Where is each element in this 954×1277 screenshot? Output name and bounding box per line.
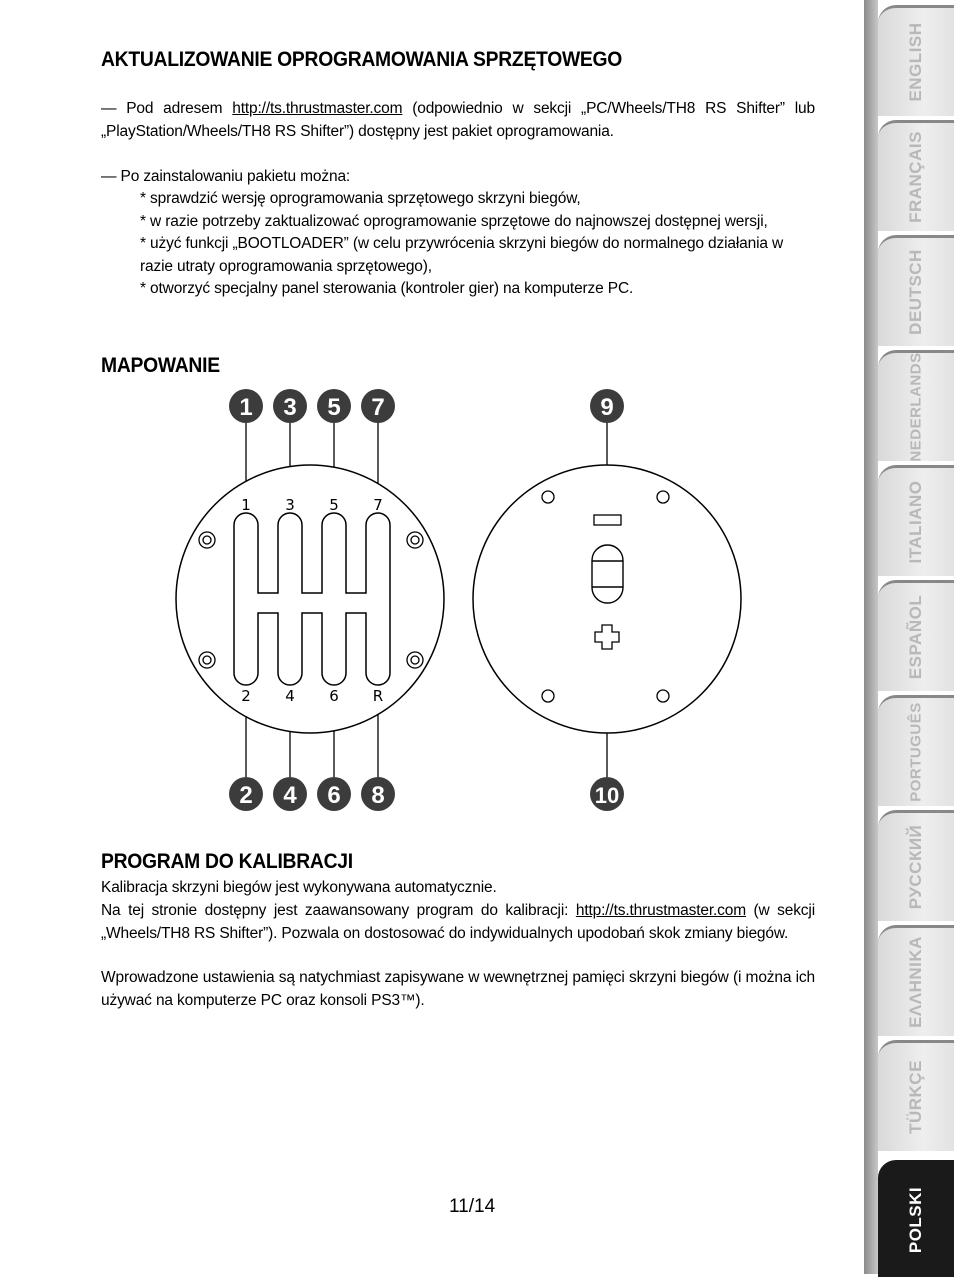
calibration-paragraph-3: Wprowadzone ustawienia są natychmiast zapisywane w wewnętrznej pamięci skrzyni biegów (i można ich używać na komputerze PC oraz konsoli PS3™). (101, 969, 815, 1009)
tab-espanol[interactable] (878, 580, 954, 691)
callout-4: 4 (283, 782, 297, 809)
firmware-paragraph-1 (101, 98, 815, 143)
callout-1: 1 (239, 394, 253, 421)
tab-label: NEDERLANDS (907, 352, 925, 462)
firmware-bullet-3: * użyć funkcji „BOOTLOADER” (w celu przywrócenia skrzyni biegów do normalnego działania w razie utraty oprogramowania sprzętowego), (140, 235, 784, 275)
tab-english[interactable] (878, 5, 954, 116)
tab-francais[interactable] (878, 120, 954, 231)
callout-2: 2 (239, 782, 253, 809)
tab-label: DEUTSCH (906, 249, 925, 335)
tab-label: FRANÇAIS (906, 131, 925, 223)
tab-russian[interactable] (878, 810, 954, 921)
gate-label-2: 2 (241, 687, 251, 705)
firmware-bullet-4: * otworzyć specjalny panel sterowania (kontroler gier) na komputerze PC. (140, 280, 634, 297)
gate-label-r: R (372, 687, 384, 705)
callout-3: 3 (283, 394, 297, 421)
tab-label: ΕΛΛΗΝΙΚΑ (906, 936, 925, 1028)
gate-label-7: 7 (373, 496, 383, 514)
text: (odpowiednio w sekcji „PC/Wheels/TH8 RS Shifter” lub „PlayStation/Wheels/TH8 RS Shifter”) dostępny jest pakiet oprogramowania. (101, 100, 815, 140)
callout-5: 5 (327, 394, 341, 421)
tabs-rail (864, 0, 878, 1274)
tab-italiano[interactable] (878, 465, 954, 576)
tab-turkce[interactable] (878, 1040, 954, 1151)
firmware-bullet-2: * w razie potrzeby zaktualizować oprogramowanie sprzętowe do najnowszej dostępnej wersji, (140, 213, 768, 230)
calibration-paragraph-1: Kalibracja skrzyni biegów jest wykonywana automatycznie. (101, 879, 497, 896)
tab-greek[interactable] (878, 925, 954, 1036)
gate-label-1: 1 (241, 496, 251, 514)
gate-label-6: 6 (329, 687, 339, 705)
tab-label: ESPAÑOL (906, 594, 925, 680)
language-tabs (864, 0, 954, 1274)
tab-label: POLSKI (906, 1186, 925, 1254)
mapping-heading: MAPOWANIE (101, 354, 220, 377)
firmware-bullet-1: * sprawdzić wersję oprogramowania sprzętowego skrzyni biegów, (140, 190, 581, 207)
text: (w sekcji „Wheels/TH8 RS Shifter”). Pozwala on dostosować do indywidualnych upodobań skok zmiany biegów. (101, 902, 815, 942)
firmware-paragraph-2: — Po zainstalowaniu pakietu można: (101, 168, 351, 185)
shifter-mapping-diagram (170, 385, 760, 815)
tab-label: РУССКИЙ (906, 824, 925, 910)
tab-label: PORTUGUÊS (907, 702, 925, 802)
tab-label: TÜRKÇE (906, 1060, 925, 1134)
thrustmaster-link-2[interactable]: http://ts.thrustmaster.com (575, 902, 746, 919)
callout-9: 9 (600, 394, 614, 421)
callout-7: 7 (371, 394, 385, 421)
text: — Pod adresem (101, 100, 233, 117)
tab-polski[interactable] (878, 1160, 954, 1277)
thrustmaster-link-1[interactable]: http://ts.thrustmaster.com (232, 100, 403, 117)
calibration-paragraph-2 (101, 900, 815, 945)
gate-label-3: 3 (285, 496, 295, 514)
firmware-heading: AKTUALIZOWANIE OPROGRAMOWANIA SPRZĘTOWEGO (101, 48, 623, 71)
calibration-heading: PROGRAM DO KALIBRACJI (101, 850, 353, 873)
callout-8: 8 (371, 782, 385, 809)
page-number: 11/14 (449, 1196, 496, 1217)
gate-label-4: 4 (285, 687, 295, 705)
callout-10: 10 (594, 783, 620, 808)
minus-icon (594, 515, 621, 525)
sequential-slot (592, 545, 623, 603)
tab-nederlands[interactable] (878, 350, 954, 461)
gate-plate (176, 465, 444, 733)
gate-label-5: 5 (329, 496, 339, 514)
tab-deutsch[interactable] (878, 235, 954, 346)
callout-6: 6 (327, 782, 341, 809)
text: Na tej stronie dostępny jest zaawansowany program do kalibracji: (101, 902, 576, 919)
tab-label: ITALIANO (906, 480, 925, 564)
tab-portugues[interactable] (878, 695, 954, 806)
tab-label: ENGLISH (906, 22, 925, 102)
